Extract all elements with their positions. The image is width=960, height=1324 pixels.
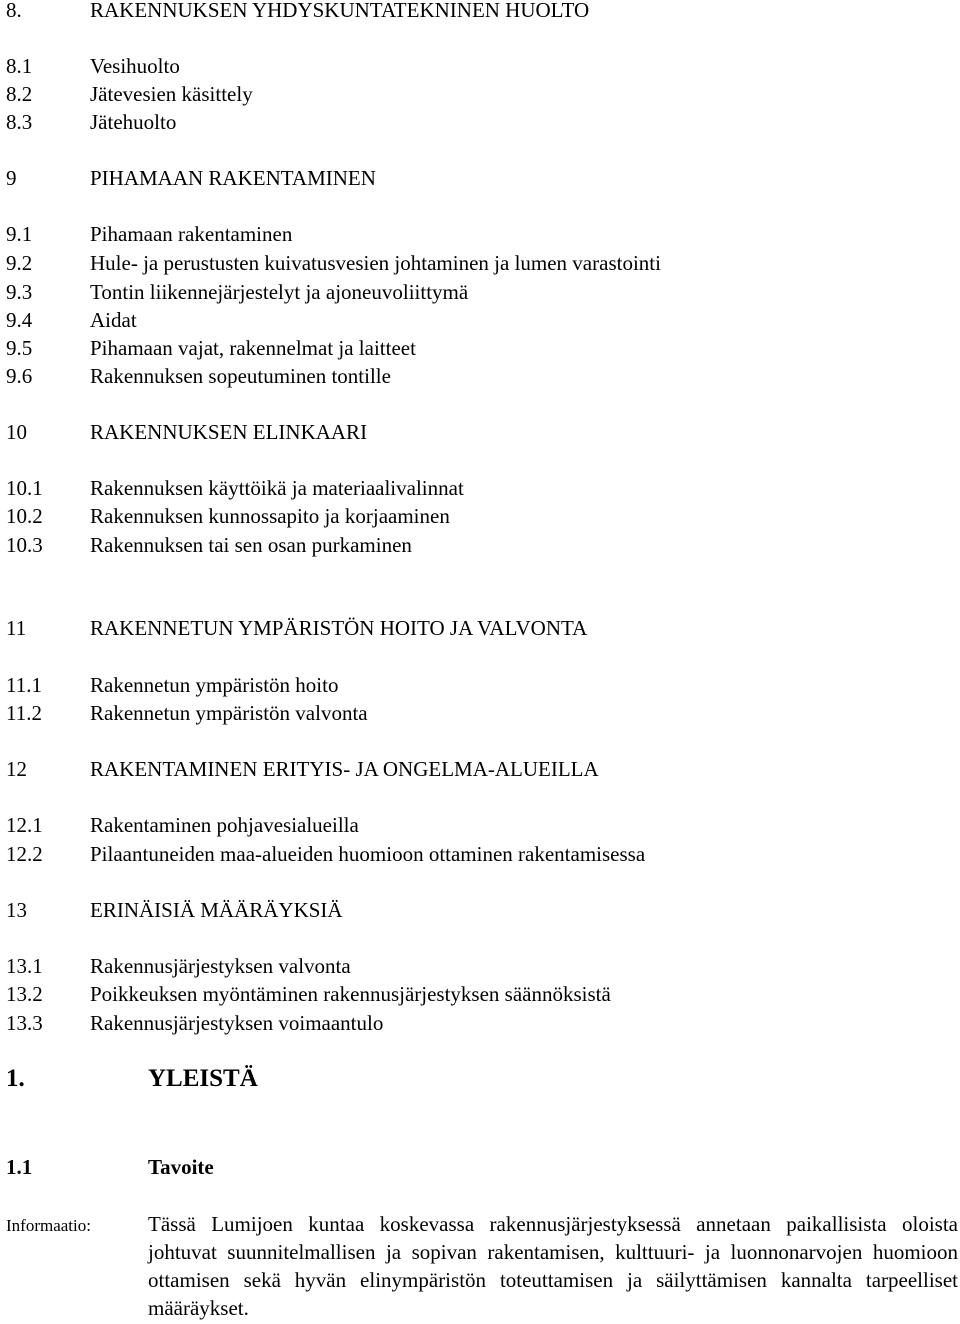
toc-number: 13.1 [6, 954, 43, 978]
toc-title: Pihamaan vajat, rakennelmat ja laitteet [90, 336, 416, 360]
toc-title: RAKENNUKSEN ELINKAARI [90, 420, 368, 444]
toc-number: 9.1 [6, 222, 33, 246]
toc-number: 12.2 [6, 842, 43, 866]
toc-number: 9.5 [6, 336, 33, 360]
toc-title: Pilaantuneiden maa-alueiden huomioon ottaminen rakentamisessa [90, 842, 646, 866]
info-label: Informaatio: [6, 1216, 91, 1235]
toc-title: Jätehuolto [90, 110, 177, 134]
toc-number: 11 [6, 616, 27, 640]
toc-title: Rakennetun ympäristön hoito [90, 673, 339, 697]
toc-number: 10 [6, 420, 27, 444]
toc-number: 8. [6, 0, 22, 22]
toc-title: RAKENNUKSEN YHDYSKUNTATEKNINEN HUOLTO [90, 0, 590, 22]
toc-number: 13.2 [6, 982, 43, 1006]
toc-title: Poikkeuksen myöntäminen rakennusjärjestyksen säännöksistä [90, 982, 611, 1006]
toc-number: 11.1 [6, 673, 42, 697]
toc-title: PIHAMAAN RAKENTAMINEN [90, 166, 376, 190]
toc-title: Hule- ja perustusten kuivatusvesien johtaminen ja lumen varastointi [90, 251, 661, 275]
toc-number: 10.2 [6, 504, 43, 528]
toc-title: Aidat [90, 308, 137, 332]
toc-title: Vesihuolto [90, 54, 180, 78]
toc-number: 8.1 [6, 54, 33, 78]
toc-title: Rakennusjärjestyksen voimaantulo [90, 1011, 384, 1035]
toc-number: 13.3 [6, 1011, 43, 1035]
toc-title: Jätevesien käsittely [90, 82, 253, 106]
section-number: 1. [6, 1065, 25, 1092]
toc-title: Rakennusjärjestyksen valvonta [90, 954, 351, 978]
toc-title: Rakennuksen sopeutuminen tontille [90, 364, 391, 388]
toc-title: RAKENNETUN YMPÄRISTÖN HOITO JA VALVONTA [90, 616, 588, 640]
toc-number: 13 [6, 898, 27, 922]
toc-title: Tontin liikennejärjestelyt ja ajoneuvoliittymä [90, 280, 469, 304]
toc-title: ERINÄISIÄ MÄÄRÄYKSIÄ [90, 898, 343, 922]
toc-title: Rakennuksen tai sen osan purkaminen [90, 533, 412, 557]
toc-number: 9.2 [6, 251, 33, 275]
toc-title: Rakentaminen pohjavesialueilla [90, 813, 359, 837]
toc-number: 10.3 [6, 533, 43, 557]
toc-number: 8.3 [6, 110, 33, 134]
toc-number: 12.1 [6, 813, 43, 837]
toc-number: 12 [6, 757, 27, 781]
toc-title: Rakennuksen kunnossapito ja korjaaminen [90, 504, 450, 528]
toc-title: RAKENTAMINEN ERITYIS- JA ONGELMA-ALUEILLA [90, 757, 599, 781]
toc-number: 9.4 [6, 308, 33, 332]
subsection-title: Tavoite [148, 1155, 214, 1179]
toc-title: Rakennetun ympäristön valvonta [90, 701, 368, 725]
toc-number: 10.1 [6, 476, 43, 500]
toc-number: 9.6 [6, 364, 33, 388]
toc-title: Rakennuksen käyttöikä ja materiaalivalinnat [90, 476, 464, 500]
toc-title: Pihamaan rakentaminen [90, 222, 293, 246]
toc-number: 8.2 [6, 82, 33, 106]
info-paragraph: Tässä Lumijoen kuntaa koskevassa rakennusjärjestyksessä annetaan paikallisista oloista johtuvat suunnitelmallisen ja sopivan rakentamisen, kulttuuri- ja luonnonarvojen huomioon ottamisen sekä hyvän elinympäristön toteuttamisen ja säilyttämisen kannalta tarpeelliset määräykset. [148, 1212, 958, 1320]
subsection-number: 1.1 [6, 1155, 33, 1179]
toc-number: 9.3 [6, 280, 33, 304]
toc-number: 11.2 [6, 701, 42, 725]
section-title: YLEISTÄ [148, 1065, 258, 1092]
toc-number: 9 [6, 166, 17, 190]
